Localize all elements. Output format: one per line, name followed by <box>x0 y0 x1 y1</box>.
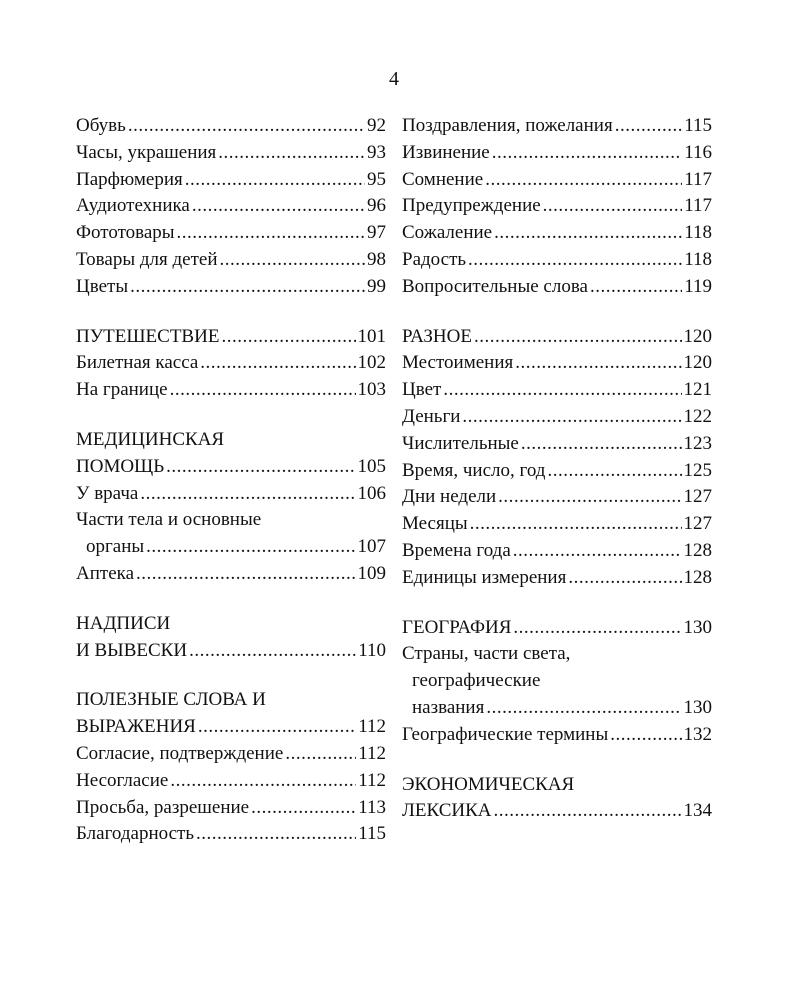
toc-entry-page-number: 93 <box>367 141 386 163</box>
toc-entry-row <box>402 565 712 592</box>
toc-entry-row <box>76 350 386 377</box>
toc-entry[interactable] <box>76 140 386 167</box>
dot-leader <box>136 561 355 588</box>
toc-entry[interactable] <box>402 377 712 404</box>
toc-entry-title: Товары для детей <box>76 248 218 270</box>
section-gap <box>76 404 386 427</box>
dot-leader <box>221 324 355 351</box>
toc-entry-row <box>402 615 712 642</box>
toc-entry-row <box>76 167 386 194</box>
section-gap <box>76 301 386 324</box>
toc-entry-title: Месяцы <box>402 513 468 535</box>
toc-entry-page-number: 113 <box>358 796 386 818</box>
toc-entry-row <box>76 247 386 274</box>
toc-entry[interactable] <box>402 615 712 642</box>
toc-entry-row <box>76 561 386 588</box>
toc-entry-title-line: Части тела и основные <box>76 509 262 531</box>
toc-entry-row <box>402 458 712 485</box>
toc-entry[interactable] <box>402 484 712 511</box>
dot-leader <box>128 113 365 140</box>
dot-leader <box>468 247 682 274</box>
section-gap <box>402 592 712 615</box>
toc-entry-title-line: Страны, части света, <box>402 643 571 665</box>
toc-entry-page-number: 123 <box>683 432 712 454</box>
toc-entry-title: Сожаление <box>402 222 493 244</box>
toc-entry-page-number: 132 <box>683 723 712 745</box>
toc-entry-page-number: 128 <box>683 539 712 561</box>
section-gap <box>76 664 386 687</box>
dot-leader <box>568 565 681 592</box>
toc-entry-page-number: 119 <box>684 275 712 297</box>
toc-entry[interactable] <box>76 377 386 404</box>
toc-entry[interactable] <box>76 167 386 194</box>
toc-entry-row <box>76 220 386 247</box>
toc-entry-page-number: 116 <box>684 141 712 163</box>
toc-entry-row <box>76 741 386 768</box>
dot-leader <box>521 431 682 458</box>
toc-entry[interactable] <box>76 561 386 588</box>
toc-entry-row <box>402 404 712 431</box>
toc-entry-title: Времена года <box>402 539 511 561</box>
toc-entry-row <box>76 714 386 741</box>
dot-leader <box>543 193 683 220</box>
toc-entry-title: Парфюмерия <box>76 168 183 190</box>
toc-entry[interactable] <box>76 220 386 247</box>
dot-leader <box>166 454 355 481</box>
toc-entry-row <box>76 534 386 561</box>
toc-entry-row <box>402 324 712 351</box>
toc-entry[interactable] <box>76 113 386 140</box>
toc-entry[interactable] <box>402 113 712 140</box>
dot-leader <box>196 821 356 848</box>
toc-entry[interactable] <box>402 511 712 538</box>
toc-entry-page-number: 105 <box>357 455 386 477</box>
toc-entry-title: Благодарность <box>76 823 194 845</box>
dot-leader <box>498 484 681 511</box>
toc-entry-title: На границе <box>76 379 168 401</box>
toc-entry-page-number: 110 <box>358 639 386 661</box>
toc-entry[interactable] <box>76 795 386 822</box>
section-gap <box>76 588 386 611</box>
toc-entry-row <box>402 167 712 194</box>
toc-entry-title: И ВЫВЕСКИ <box>76 639 188 661</box>
toc-entry-title: Единицы измерения <box>402 566 567 588</box>
toc-entry[interactable] <box>76 350 386 377</box>
section-gap <box>402 301 712 324</box>
toc-entry-page-number: 121 <box>683 379 712 401</box>
toc-entry-page-number: 112 <box>358 742 386 764</box>
toc-entry-page-number: 120 <box>683 325 712 347</box>
dot-leader <box>493 798 681 825</box>
toc-entry-row <box>402 140 712 167</box>
toc-entry-page-number: 122 <box>683 405 712 427</box>
toc-entry-row <box>76 140 386 167</box>
toc-entry[interactable] <box>76 821 386 848</box>
toc-entry-title: Билетная касса <box>76 352 199 374</box>
toc-entry-row <box>402 247 712 274</box>
toc-entry-page-number: 103 <box>357 379 386 401</box>
toc-entry-row <box>402 431 712 458</box>
toc-entry-row <box>76 821 386 848</box>
dot-leader <box>170 377 356 404</box>
toc-entry-page-number: 106 <box>357 482 386 504</box>
dot-leader <box>170 768 356 795</box>
toc-entry-page-number: 130 <box>683 696 712 718</box>
dot-leader <box>140 481 355 508</box>
toc-entry-row <box>76 377 386 404</box>
toc-entry-title: ПОМОЩЬ <box>76 455 165 477</box>
dot-leader <box>185 167 365 194</box>
toc-entry-row <box>402 193 712 220</box>
toc-entry-row <box>402 722 712 749</box>
toc-entry-title: Местоимения <box>402 352 514 374</box>
toc-entry-row <box>402 350 712 377</box>
toc-entry-page-number: 97 <box>367 222 386 244</box>
toc-entry[interactable] <box>402 193 712 220</box>
toc-entry-title: РАЗНОЕ <box>402 325 472 347</box>
dot-leader <box>462 404 681 431</box>
toc-entry[interactable] <box>402 404 712 431</box>
toc-entry-page-number: 96 <box>367 195 386 217</box>
toc-entry-page-number: 112 <box>358 769 386 791</box>
toc-entry-row <box>402 798 712 825</box>
toc-entry-page-number: 101 <box>357 325 386 347</box>
toc-entry[interactable] <box>76 481 386 508</box>
toc-entry-title-line: НАДПИСИ <box>76 612 171 634</box>
toc-entry-row <box>76 768 386 795</box>
toc-entry-title: Числительные <box>402 432 519 454</box>
toc-entry[interactable] <box>76 193 386 220</box>
dot-leader <box>515 350 681 377</box>
toc-entry-title: Деньги <box>402 405 461 427</box>
toc-entry-title-line: ПОЛЕЗНЫЕ СЛОВА И <box>76 689 266 711</box>
toc-entry-title: Просьба, разрешение <box>76 796 250 818</box>
toc-entry-title: ПУТЕШЕСТВИЕ <box>76 325 220 347</box>
toc-entry-row <box>402 484 712 511</box>
toc-entry[interactable] <box>402 247 712 274</box>
toc-entry-title: Географические термины <box>402 723 609 745</box>
dot-leader <box>492 140 682 167</box>
toc-entry-page-number: 117 <box>684 168 712 190</box>
toc-entry-page-number: 120 <box>683 352 712 374</box>
toc-entry-row <box>76 481 386 508</box>
toc-entry[interactable] <box>402 565 712 592</box>
dot-leader <box>513 615 681 642</box>
toc-entry-page-number: 109 <box>357 562 386 584</box>
toc-entry-page-number: 128 <box>683 566 712 588</box>
toc-entry[interactable] <box>402 324 712 351</box>
toc-entry-row <box>402 695 712 722</box>
toc-entry-row <box>76 454 386 481</box>
toc-entry-title-line: ЭКОНОМИЧЕСКАЯ <box>402 773 575 795</box>
dot-leader <box>610 722 681 749</box>
section-gap <box>402 749 712 772</box>
toc-entry-title: Согласие, подтверждение <box>76 742 284 764</box>
toc-entry-row <box>402 538 712 565</box>
toc-entry-page-number: 98 <box>367 248 386 270</box>
dot-leader <box>443 377 681 404</box>
dot-leader <box>200 350 355 377</box>
toc-entry-page-number: 127 <box>683 486 712 508</box>
toc-entry-row <box>402 274 712 301</box>
dot-leader <box>547 458 681 485</box>
toc-entry-title: Цветы <box>76 275 129 297</box>
toc-entry[interactable] <box>76 611 386 665</box>
toc-entry-row <box>402 377 712 404</box>
toc-entry-title: органы <box>86 536 145 558</box>
toc-entry-page-number: 118 <box>684 248 712 270</box>
toc-entry-title: Поздравления, пожелания <box>402 115 613 136</box>
toc-entry-page-number: 130 <box>683 616 712 638</box>
toc-entry-page-number: 107 <box>357 536 386 558</box>
toc-entry-title-line: географические <box>412 670 541 692</box>
toc-entry[interactable] <box>402 538 712 565</box>
toc-entry-row <box>76 274 386 301</box>
toc-entry-title: Обувь <box>76 115 126 136</box>
toc-entry-page-number: 115 <box>358 823 386 845</box>
toc-entry-row <box>76 193 386 220</box>
toc-entry-title: Сомнение <box>402 168 484 190</box>
toc-entry[interactable] <box>76 427 386 481</box>
toc-entry-title: Аудиотехника <box>76 195 190 217</box>
toc-entry[interactable] <box>76 247 386 274</box>
toc-entry[interactable] <box>76 768 386 795</box>
toc-entry[interactable] <box>76 507 386 561</box>
dot-leader <box>615 113 683 140</box>
toc-entry[interactable] <box>402 458 712 485</box>
toc-entry-title: Дни недели <box>402 486 497 508</box>
toc-entry-page-number: 115 <box>684 115 712 136</box>
dot-leader <box>486 695 681 722</box>
toc-entry-title: Часы, украшения <box>76 141 217 163</box>
dot-leader <box>198 714 356 741</box>
toc-entry[interactable] <box>402 431 712 458</box>
toc-entry-title: У врача <box>76 482 139 504</box>
toc-entry[interactable] <box>76 274 386 301</box>
toc-entry[interactable] <box>76 687 386 741</box>
toc-entry-page-number: 125 <box>683 459 712 481</box>
toc-entry-row <box>76 324 386 351</box>
toc-entry-page-number: 102 <box>357 352 386 374</box>
dot-leader <box>590 274 682 301</box>
dot-leader <box>130 274 365 301</box>
toc-entry[interactable] <box>402 772 712 826</box>
toc-entry-title: Вопросительные слова <box>402 275 588 297</box>
toc-entry-title: ВЫРАЖЕНИЯ <box>76 716 196 738</box>
dot-leader <box>146 534 355 561</box>
toc-entry-row <box>402 511 712 538</box>
toc-entry[interactable] <box>402 350 712 377</box>
page-number: 4 <box>389 68 399 90</box>
toc-entry-row <box>76 113 386 140</box>
toc-entry-title: Извинение <box>402 141 490 163</box>
dot-leader <box>189 638 356 665</box>
toc-entry-page-number: 92 <box>367 115 386 136</box>
toc-entry[interactable] <box>402 722 712 749</box>
dot-leader <box>251 795 356 822</box>
toc-entry[interactable] <box>402 167 712 194</box>
toc-entry-title: Предупреждение <box>402 195 541 217</box>
toc-entry-row <box>402 220 712 247</box>
toc-left-column <box>76 113 386 848</box>
toc-entry[interactable] <box>76 741 386 768</box>
toc-entry-page-number: 127 <box>683 513 712 535</box>
toc-entry[interactable] <box>402 220 712 247</box>
toc-entry-page-number: 117 <box>684 195 712 217</box>
dot-leader <box>192 193 365 220</box>
dot-leader <box>494 220 682 247</box>
toc-entry-page-number: 99 <box>367 275 386 297</box>
toc-entry-title-line: МЕДИЦИНСКАЯ <box>76 428 225 450</box>
toc-entry-page-number: 134 <box>683 800 712 822</box>
toc-entry-title: Цвет <box>402 379 442 401</box>
toc-right-column <box>402 113 712 825</box>
dot-leader <box>177 220 365 247</box>
toc-entry-title: Радость <box>402 248 467 270</box>
toc-entry[interactable] <box>402 641 712 721</box>
dot-leader <box>220 247 366 274</box>
toc-entry-title: Время, число, год <box>402 459 546 481</box>
dot-leader <box>285 741 356 768</box>
dot-leader <box>218 140 365 167</box>
toc-entry-row <box>76 795 386 822</box>
toc-entry-title: Аптека <box>76 562 135 584</box>
toc-entry-page-number: 118 <box>684 222 712 244</box>
toc-entry-row <box>402 113 712 140</box>
toc-entry-title: названия <box>412 696 485 718</box>
toc-entry-title: ГЕОГРАФИЯ <box>402 616 512 638</box>
dot-leader <box>474 324 682 351</box>
toc-entry[interactable] <box>76 324 386 351</box>
toc-entry-page-number: 112 <box>358 716 386 738</box>
toc-entry[interactable] <box>402 274 712 301</box>
dot-leader <box>485 167 682 194</box>
toc-entry-row <box>76 638 386 665</box>
dot-leader <box>513 538 682 565</box>
toc-entry[interactable] <box>402 140 712 167</box>
toc-entry-title: ЛЕКСИКА <box>402 800 492 822</box>
toc-entry-title: Несогласие <box>76 769 169 791</box>
toc-entry-page-number: 95 <box>367 168 386 190</box>
toc-entry-title: Фототовары <box>76 222 175 244</box>
dot-leader <box>470 511 682 538</box>
